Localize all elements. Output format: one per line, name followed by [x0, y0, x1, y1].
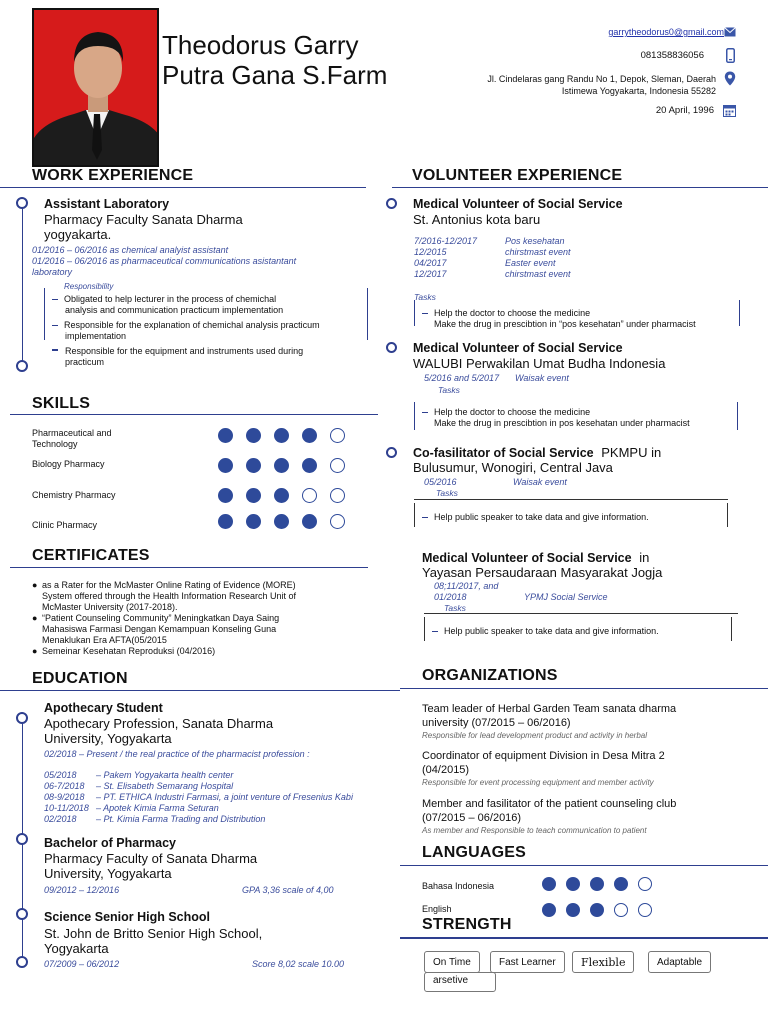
- vol-4-date-b: 01/2018: [434, 592, 467, 602]
- rating-dot-empty: [638, 903, 652, 917]
- location-pin-icon: [724, 71, 736, 86]
- calendar-icon: [723, 104, 736, 117]
- language-label-1: Bahasa Indonesia: [422, 881, 495, 891]
- placement-date: 10-11/2018: [44, 803, 89, 813]
- vol-3-tasks-label: Tasks: [436, 488, 458, 498]
- timeline-node: [16, 956, 28, 968]
- skill-label-3: Chemistry Pharmacy: [32, 490, 116, 500]
- skill-label-1b: Technology: [32, 439, 78, 449]
- rating-dot-filled: [218, 488, 233, 503]
- skill-rating-1: [218, 428, 358, 448]
- placement-place: – St. Elisabeth Semarang Hospital: [96, 781, 234, 791]
- vol-1-title: Medical Volunteer of Social Service: [413, 197, 623, 211]
- timeline-node: [16, 197, 28, 209]
- rating-dot-filled: [302, 514, 317, 529]
- rating-dot-empty: [638, 877, 652, 891]
- responsibility-label: Responsibility: [64, 282, 114, 291]
- org-1-b: university (07/2015 – 06/2016): [422, 717, 571, 729]
- mail-icon: [724, 27, 736, 37]
- timeline-node: [386, 447, 397, 458]
- vol-3-task-1: Help public speaker to take data and give information.: [434, 512, 649, 522]
- rating-dot-filled: [274, 458, 289, 473]
- section-divider: [0, 187, 366, 188]
- edu-3-score: Score 8,02 scale 10.00: [252, 959, 345, 969]
- rating-dot-filled: [274, 428, 289, 443]
- skill-label-1a: Pharmaceutical and: [32, 428, 112, 438]
- job-title: Assistant Laboratory: [44, 197, 170, 211]
- edu-2-title: Bachelor of Pharmacy: [44, 836, 176, 850]
- candidate-name-line2: Putra Gana S.Farm: [162, 60, 388, 90]
- vol-4-title: Medical Volunteer of Social Service: [422, 551, 632, 565]
- phone-icon: [726, 48, 735, 63]
- vol-2-org: WALUBI Perwakilan Umat Budha Indonesia: [413, 356, 666, 371]
- org-3-a: Member and fasilitator of the patient counseling club: [422, 798, 677, 810]
- placement-date: 08-9/2018: [44, 792, 85, 802]
- cert-3: Semeinar Kesehatan Reproduksi (04/2016): [42, 646, 216, 656]
- edu-1-title: Apothecary Student: [44, 701, 163, 715]
- edu-1-period: 02/2018 – Present / the real practice of the pharmacist profession :: [44, 749, 310, 759]
- edu-3-org-a: St. John de Britto Senior High School,: [44, 926, 263, 941]
- address-line1: Jl. Cindelaras gang Randu No 1, Depok, Sleman, Daerah: [487, 74, 716, 84]
- vol-1-task-1: Help the doctor to choose the medicine: [434, 308, 591, 318]
- rating-dot-filled: [542, 877, 556, 891]
- timeline-node: [16, 833, 28, 845]
- vol-2-task-2: Make the drug in prescibtion in pos kesehatan under pharmacist: [434, 418, 690, 428]
- strength-tag: Flexible: [572, 951, 634, 973]
- placement-place: – Pt. Kimia Farma Trading and Distribution: [96, 814, 266, 824]
- vol-4-event: YPMJ Social Service: [524, 592, 608, 602]
- vol-2-task-1: Help the doctor to choose the medicine: [434, 407, 591, 417]
- language-rating-1: [542, 877, 662, 896]
- vol-3-date: 05/2016: [424, 477, 457, 487]
- section-divider: [392, 187, 768, 188]
- cert-1b: System offered through the Health Information Research Unit of: [42, 591, 296, 601]
- rating-dot-empty: [330, 514, 345, 529]
- education-heading: EDUCATION: [32, 670, 128, 687]
- rating-dot-filled: [218, 514, 233, 529]
- rating-dot-filled: [218, 428, 233, 443]
- rating-dot-empty: [330, 488, 345, 503]
- placement-date: 06-7/2018: [44, 781, 85, 791]
- rating-dot-filled: [246, 428, 261, 443]
- volunteer-heading: VOLUNTEER EXPERIENCE: [412, 167, 623, 184]
- section-divider: [10, 567, 368, 568]
- skill-rating-4: [218, 514, 358, 534]
- edu-2-org-b: University, Yogyakarta: [44, 866, 172, 881]
- org-1-note: Responsible for lead development product and activity in herbal: [422, 731, 648, 740]
- timeline-node: [16, 712, 28, 724]
- organizations-heading: ORGANIZATIONS: [422, 667, 558, 684]
- vol-4-org: Yayasan Persaudaraan Masyarakat Jogja: [422, 565, 663, 580]
- vol-event: chirstmast event: [505, 269, 571, 279]
- resp-3b: practicum: [65, 357, 105, 367]
- vol-event: Pos kesehatan: [505, 236, 565, 246]
- rating-dot-empty: [330, 458, 345, 473]
- vol-2-title: Medical Volunteer of Social Service: [413, 341, 623, 355]
- vol-4-tasks-label: Tasks: [444, 603, 466, 613]
- strength-tag: arsetive: [424, 972, 496, 992]
- rating-dot-filled: [274, 514, 289, 529]
- vol-date: 7/2016-12/2017: [414, 236, 478, 246]
- languages-heading: LANGUAGES: [422, 844, 527, 861]
- rating-dot-filled: [302, 458, 317, 473]
- rating-dot-filled: [542, 903, 556, 917]
- birth-date: 20 April, 1996: [655, 105, 714, 116]
- vol-3-org: Bulusumur, Wonogiri, Central Java: [413, 460, 613, 475]
- vol-event: chirstmast event: [505, 247, 571, 257]
- vol-2-date: 5/2016 and 5/2017: [424, 373, 500, 383]
- email-link[interactable]: garrytheodorus0@gmail.com: [608, 27, 724, 37]
- vol-4-date-a: 08;11/2017, and: [434, 581, 499, 591]
- rating-dot-filled: [590, 903, 604, 917]
- rating-dot-empty: [302, 488, 317, 503]
- rating-dot-filled: [566, 903, 580, 917]
- section-divider: [10, 414, 378, 415]
- vol-3-org-inline: PKMPU in: [601, 445, 662, 460]
- certificates-heading: CERTIFICATES: [32, 547, 150, 564]
- skills-heading: SKILLS: [32, 395, 91, 412]
- vol-4-task-1: Help public speaker to take data and give information.: [444, 626, 659, 636]
- rating-dot-empty: [614, 903, 628, 917]
- edu-3-org-b: Yogyakarta: [44, 941, 109, 956]
- org-2-note: Responsible for event processing equipment and member activity: [422, 778, 654, 787]
- rating-dot-filled: [614, 877, 628, 891]
- edu-1-org-b: University, Yogyakarta: [44, 731, 172, 746]
- skill-rating-2: [218, 458, 358, 478]
- vol-1-task-2: Make the drug in prescibtion in “pos kesehatan” under pharmacist: [434, 319, 696, 329]
- bullet-dash: [52, 299, 58, 301]
- org-2-a: Coordinator of equipment Division in Desa Mitra 2: [422, 750, 665, 762]
- resp-3a: Responsible for the equipment and instruments used during: [65, 346, 304, 356]
- edu-3-period: 07/2009 – 06/2012: [44, 959, 120, 969]
- vol-date: 04/2017: [414, 258, 447, 268]
- bullet-dash: [52, 325, 58, 327]
- job-period-1: 01/2016 – 06/2016 as chemical analyist assistant: [32, 245, 229, 255]
- cert-2c: Menaklukan Era AFTA(05/2015: [42, 635, 167, 645]
- strength-tag: Adaptable: [648, 951, 711, 973]
- vol-date: 12/2015: [414, 247, 447, 257]
- bullet-dash: [52, 349, 58, 351]
- timeline-node: [386, 342, 397, 353]
- rating-dot-filled: [302, 428, 317, 443]
- profile-photo: [32, 8, 159, 167]
- placement-date: 05/2018: [44, 770, 77, 780]
- strength-tag: Fast Learner: [490, 951, 565, 973]
- skill-label-4: Clinic Pharmacy: [32, 520, 98, 530]
- placement-date: 02/2018: [44, 814, 77, 824]
- address-line2: Istimewa Yogyakarta, Indonesia 55282: [561, 86, 716, 96]
- rating-dot-filled: [218, 458, 233, 473]
- org-2-b: (04/2015): [422, 764, 470, 776]
- placement-place: – PT. ETHICA Industri Farmasi, a joint venture of Fresenius Kabi: [96, 792, 353, 802]
- resp-1a: Obligated to help lecturer in the process of chemichal: [64, 294, 277, 304]
- skill-label-2: Biology Pharmacy: [32, 459, 105, 469]
- skill-rating-3: [218, 488, 358, 508]
- language-label-2: English: [422, 904, 452, 914]
- timeline-node: [386, 198, 397, 209]
- strength-heading: STRENGTH: [422, 916, 512, 933]
- section-divider: [400, 688, 768, 689]
- edu-2-org-a: Pharmacy Faculty of Sanata Dharma: [44, 851, 258, 866]
- org-3-note: As member and Responsible to teach communication to patient: [422, 826, 647, 835]
- placement-place: – Apotek Kimia Farma Seturan: [96, 803, 219, 813]
- rating-dot-filled: [566, 877, 580, 891]
- rating-dot-filled: [246, 514, 261, 529]
- job-org-line2: yogyakarta.: [44, 227, 112, 242]
- rating-dot-filled: [274, 488, 289, 503]
- section-divider: [0, 690, 400, 691]
- cert-1c: McMaster University (2017-2018).: [42, 602, 178, 612]
- bullet-dash: [422, 313, 428, 315]
- vol-4-org-inline: in: [639, 550, 650, 565]
- cert-1a: as a Rater for the McMaster Online Rating of Evidence (MORE): [42, 580, 296, 590]
- edu-3-title: Science Senior High School: [44, 910, 211, 924]
- strength-tag: On Time: [424, 951, 480, 973]
- resp-2a: Responsible for the explanation of chemichal analysis practicum: [64, 320, 320, 330]
- org-1-a: Team leader of Herbal Garden Team sanata dharma: [422, 703, 677, 715]
- cert-2a: “Patient Counseling Community” Meningkatkan Daya Saing: [42, 613, 280, 623]
- language-rating-2: [542, 903, 662, 922]
- bullet-dash: [422, 517, 428, 519]
- candidate-name-line1: Theodorus Garry: [162, 30, 359, 60]
- resp-1b: analysis and communication practicum implementation: [65, 305, 284, 315]
- job-period-2b: laboratory: [32, 267, 73, 277]
- timeline-line: [22, 205, 23, 365]
- cert-2b: Mahasiswa Farmasi Dengan Kemampuan Konseling Guna: [42, 624, 277, 634]
- vol-1-tasks-label: Tasks: [414, 292, 436, 302]
- vol-2-tasks-label: Tasks: [438, 385, 460, 395]
- vol-3-event: Waisak event: [513, 477, 567, 487]
- rating-dot-filled: [246, 488, 261, 503]
- timeline-node: [16, 360, 28, 372]
- bullet-dash: [422, 412, 428, 414]
- edu-2-period: 09/2012 – 12/2016: [44, 885, 120, 895]
- section-divider: [424, 613, 738, 614]
- rating-dot-filled: [246, 458, 261, 473]
- bullet-dash: [432, 631, 438, 633]
- vol-3-title: Co-fasilitator of Social Service: [413, 446, 594, 460]
- section-divider: [414, 499, 728, 500]
- vol-event: Easter event: [505, 258, 556, 268]
- job-org-line1: Pharmacy Faculty Sanata Dharma: [44, 212, 243, 227]
- job-period-2a: 01/2016 – 06/2016 as pharmaceutical communications asistantant: [32, 256, 297, 266]
- timeline-node: [16, 908, 28, 920]
- edu-1-org-a: Apothecary Profession, Sanata Dharma: [44, 716, 274, 731]
- edu-2-gpa: GPA 3,36 scale of 4,00: [242, 885, 334, 895]
- phone-number: 081358836056: [640, 50, 704, 61]
- vol-2-event: Waisak event: [515, 373, 569, 383]
- placement-place: – Pakem Yogyakarta health center: [96, 770, 234, 780]
- rating-dot-filled: [590, 877, 604, 891]
- section-divider: [400, 865, 768, 866]
- org-3-b: (07/2015 – 06/2016): [422, 812, 522, 824]
- work-experience-heading: WORK EXPERIENCE: [32, 167, 194, 184]
- rating-dot-empty: [330, 428, 345, 443]
- resp-2b: implementation: [65, 331, 127, 341]
- vol-date: 12/2017: [414, 269, 447, 279]
- person-portrait-image: [34, 10, 159, 167]
- vol-1-org: St. Antonius kota baru: [413, 212, 541, 227]
- section-divider: [400, 937, 768, 939]
